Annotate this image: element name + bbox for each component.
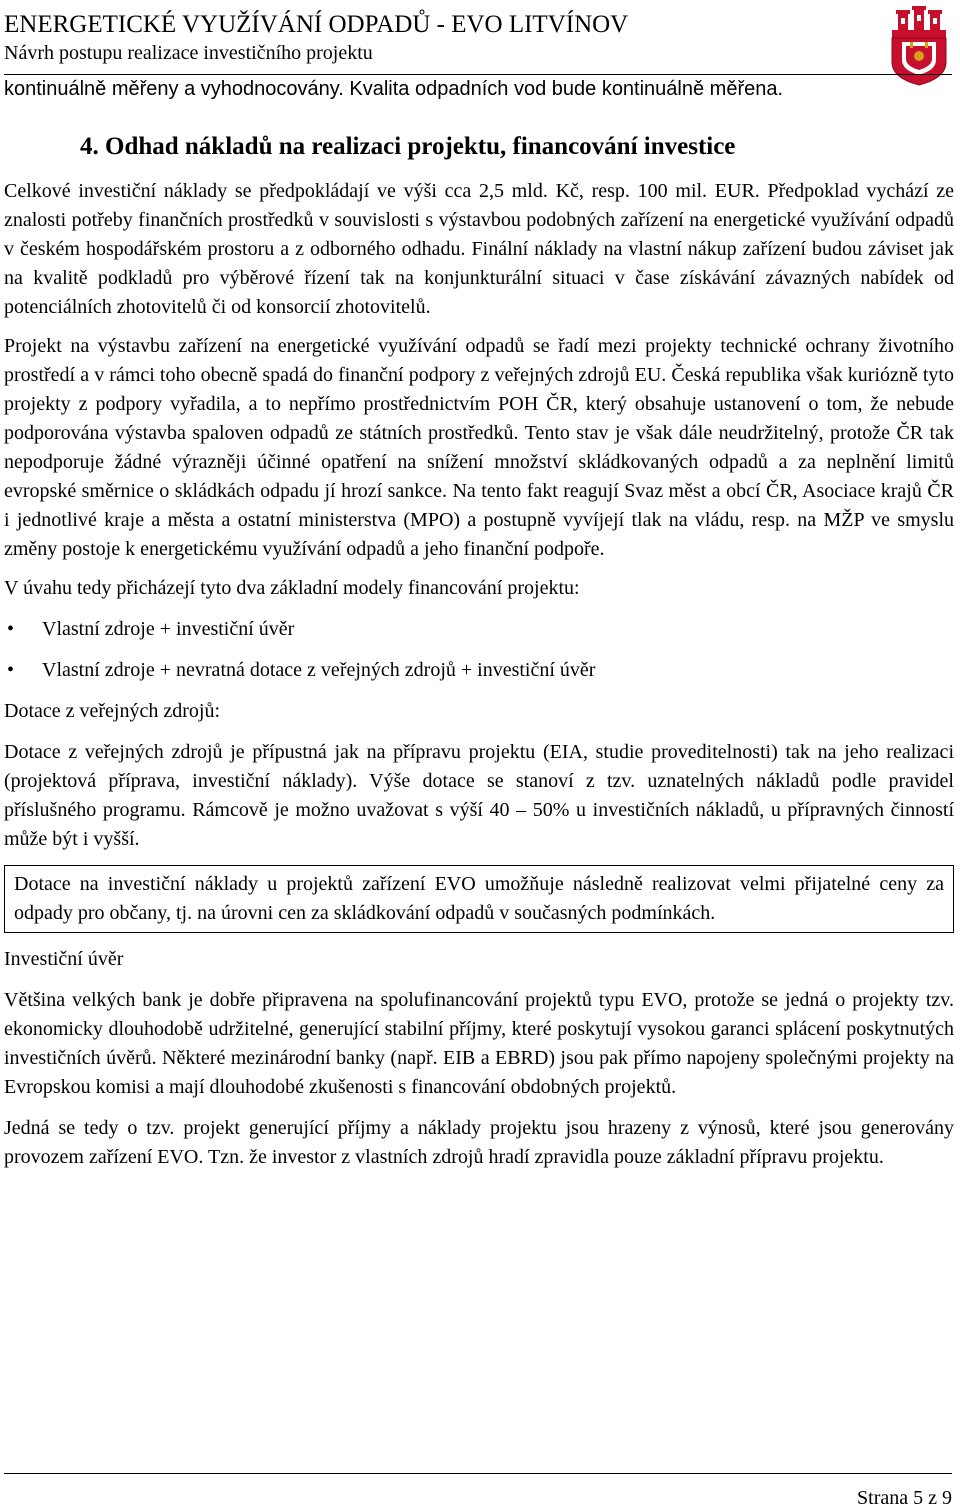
- paragraph-subsidy-heading: Dotace z veřejných zdrojů:: [4, 700, 221, 722]
- paragraph-models-intro: V úvahu tedy přicházejí tyto dva základní modely financování projektu:: [4, 577, 580, 599]
- list-item: • Vlastní zdroje + nevratná dotace z veřejných zdrojů + investiční úvěr: [4, 656, 954, 685]
- paragraph-loan: Většina velkých bank je dobře připravena na spolufinancování projektů typu EVO, protože se jedná o projekty tzv. ekonomicky dlouhodobě udržitelné, generující stabilní příjmy, které poskytují vysokou garanci splácení poskytnutých investičních úvěrů. Některé mezinárodní banky (např. EIB a EBRD) jsou pak přímo napojeny společnými projekty na Evropskou komisi a mají dlouhodobé zkušenosti s financování obdobných projektů.: [4, 989, 954, 1098]
- list-item: • Vlastní zdroje + investiční úvěr: [4, 615, 954, 644]
- header-title: ENERGETICKÉ VYUŽÍVÁNÍ ODPADŮ - EVO LITVÍNOV: [4, 11, 629, 38]
- document-body: [4, 74, 954, 1172]
- paragraph-boxed: Dotace na investiční náklady u projektů zařízení EVO umožňuje následně realizovat velmi přijatelné ceny za odpady pro občany, tj. na úrovni cen za skládkování odpadů v současných podmínkách.: [14, 873, 944, 924]
- paragraph-project: Projekt na výstavbu zařízení na energetické využívání odpadů se řadí mezi projekty technické ochrany životního prostředí a v rámci toho obecně spadá do finanční podpory z veřejných zdrojů EU. Česká republika však kuriózně tyto projekty z podpory vyřadila, a to nepřímo prostřednictvím POH ČR, který obsahuje ustanovení o tom, že nebude podporována výstavba spaloven odpadů ze státních prostředků. Tento stav je však dále neudržitelný, protože ČR tak nepodporuje žádné výrazněji účinné opatření na snížení množství skládkovaných odpadů a za neplnění limitů evropské směrnice o skládkách odpadu jí hrozí sankce. Na tento fakt reagují Svaz měst a obcí ČR, Asociace krajů ČR i jednotlivé kraje a města a ostatní ministerstva (MPO) a postupně vyvíjejí tlak na vládu, resp. na MŽP ve smyslu změny postoje k energetickému využívání odpadů a jeho finanční podpoře.: [4, 335, 954, 560]
- financing-models-list: [4, 615, 954, 685]
- paragraph-subsidy: Dotace z veřejných zdrojů je přípustná jak na přípravu projektu (EIA, studie proveditelnosti) tak na jeho realizaci (projektová příprava, investiční náklady). Výše dotace se stanoví z tzv. uznatelných nákladů podle pravidel příslušného programu. Rámcově je možno uvažovat s výší 40 – 50% u investičních nákladů, u přípravných činností může být i vyšší.: [4, 741, 954, 850]
- section-heading: 4. Odhad nákladů na realizaci projektu, financování investice: [80, 133, 736, 160]
- page-header: [4, 10, 874, 65]
- paragraph-loan-heading: Investiční úvěr: [4, 948, 124, 970]
- footer-divider: [4, 1473, 952, 1474]
- paragraph-continuation: kontinuálně měřeny a vyhodnocovány. Kvalita odpadních vod bude kontinuálně měřena.: [4, 78, 784, 100]
- page-number: Strana 5 z 9: [857, 1487, 952, 1509]
- highlight-box: [4, 865, 954, 933]
- paragraph-costs: Celkové investiční náklady se předpokládají ve výši cca 2,5 mld. Kč, resp. 100 mil. EUR. Předpoklad vychází ze znalosti potřeby finančních prostředků v souvislosti s výstavbou podobných zařízení na energetické využívání odpadů v českém hospodářském prostoru a z odborného odhadu. Finální náklady na vlastní nákup zařízení budou záviset jak na kvalitě podkladů pro výběrové řízení tak na konjunkturální situaci v čase získávání závazných nabídek od potenciálních zhotovitelů či od konsorcií zhotovitelů.: [4, 180, 954, 318]
- paragraph-final: Jedná se tedy o tzv. projekt generující příjmy a náklady projektu jsou hrazeny z výnosů, které jsou generovány provozem zařízení EVO. Tzn. že investor z vlastních zdrojů hradí zpravidla pouze základní přípravu projektu.: [4, 1117, 954, 1168]
- header-subtitle: Návrh postupu realizace investičního projektu: [4, 42, 373, 64]
